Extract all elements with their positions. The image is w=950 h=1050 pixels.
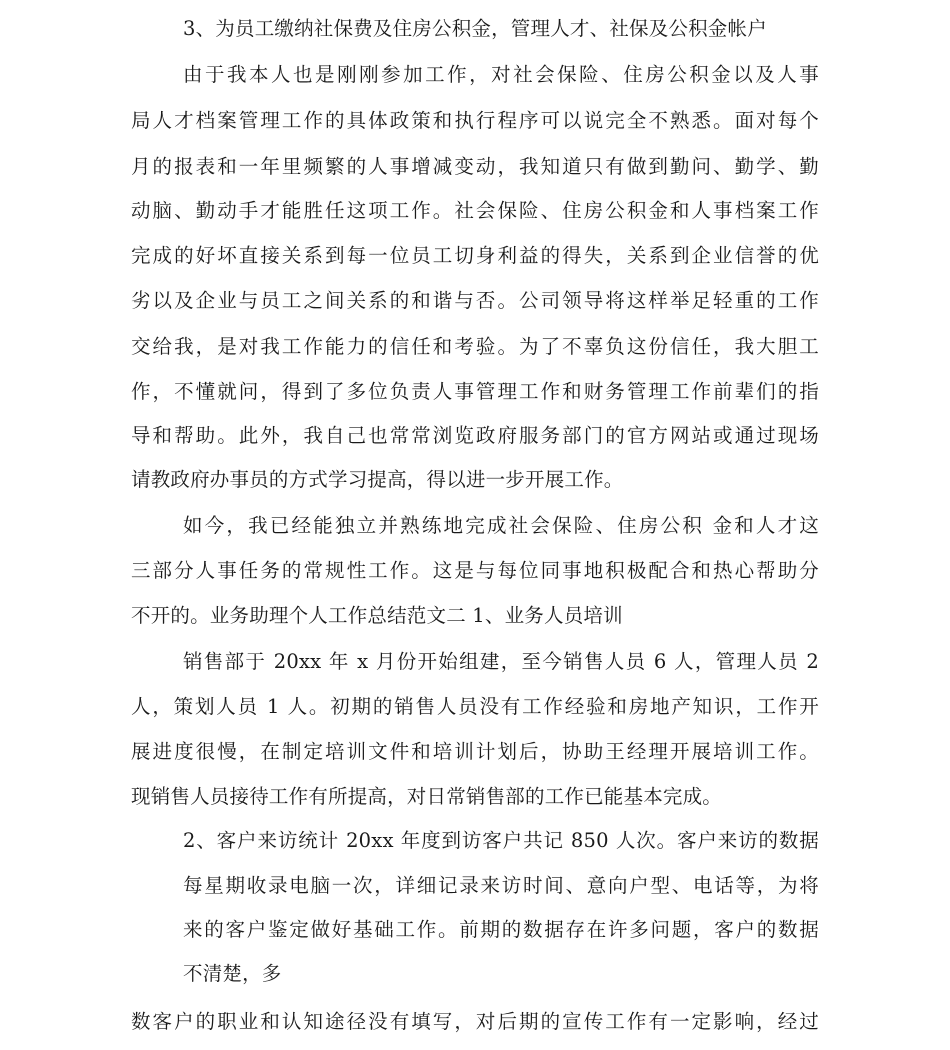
text-line: 请教政府办事员的方式学习提高，得以进一步开展工作。 — [131, 468, 624, 491]
text-line: 销售部于 20xx 年 x 月份开始组建，至今销售人员 6 人，管理人员 2 — [183, 650, 819, 673]
text-line: 不开的。业务助理个人工作总结范文二 1、业务人员培训 — [131, 604, 623, 627]
text-line: 局人才档案管理工作的具体政策和执行程序可以说完全不熟悉。面对每个 — [131, 109, 819, 132]
text-line: 导和帮助。此外，我自己也常常浏览政府服务部门的官方网站或通过现场 — [131, 424, 819, 447]
text-line: 展进度很慢，在制定培训文件和培训计划后，协助王经理开展培训工作。 — [131, 740, 819, 763]
text-line: 三部分人事任务的常规性工作。这是与每位同事地积极配合和热心帮助分 — [131, 559, 819, 582]
text-line: 动脑、勤动手才能胜任这项工作。社会保险、住房公积金和人事档案工作 — [131, 199, 819, 222]
text-line: 作，不懂就问，得到了多位负责人事管理工作和财务管理工作前辈们的指 — [131, 380, 819, 403]
text-line: 来的客户鉴定做好基础工作。前期的数据存在许多问题，客户的数据 — [183, 918, 819, 941]
text-line: 由于我本人也是刚刚参加工作，对社会保险、住房公积金以及人事 — [183, 63, 819, 86]
text-line: 现销售人员接待工作有所提高，对日常销售部的工作已能基本完成。 — [131, 785, 723, 808]
text-line: 完成的好坏直接关系到每一位员工切身利益的得失，关系到企业信誉的优 — [131, 244, 819, 267]
text-line: 交给我，是对我工作能力的信任和考验。为了不辜负这份信任，我大胆工 — [131, 335, 819, 358]
text-line: 劣以及企业与员工之间关系的和谐与否。公司领导将这样举足轻重的工作 — [131, 289, 819, 312]
text-line: 月的报表和一年里频繁的人事增减变动，我知道只有做到勤问、勤学、勤 — [131, 155, 819, 178]
text-line: 3、为员工缴纳社保费及住房公积金，管理人才、社保及公积金帐户 — [183, 17, 767, 40]
text-line: 每星期收录电脑一次，详细记录来访时间、意向户型、电话等，为将 — [183, 874, 819, 897]
text-line: 2、客户来访统计 20xx 年度到访客户共记 850 人次。客户来访的数据 — [183, 829, 819, 852]
text-line: 如今，我已经能独立并熟练地完成社会保险、住房公积 金和人才这 — [183, 514, 819, 537]
text-line: 人，策划人员 1 人。初期的销售人员没有工作经验和房地产知识，工作开 — [131, 695, 819, 718]
text-line: 不清楚，多 — [183, 962, 282, 985]
text-line: 数客户的职业和认知途径没有填写，对后期的宣传工作有一定影响，经过 — [131, 1010, 819, 1033]
